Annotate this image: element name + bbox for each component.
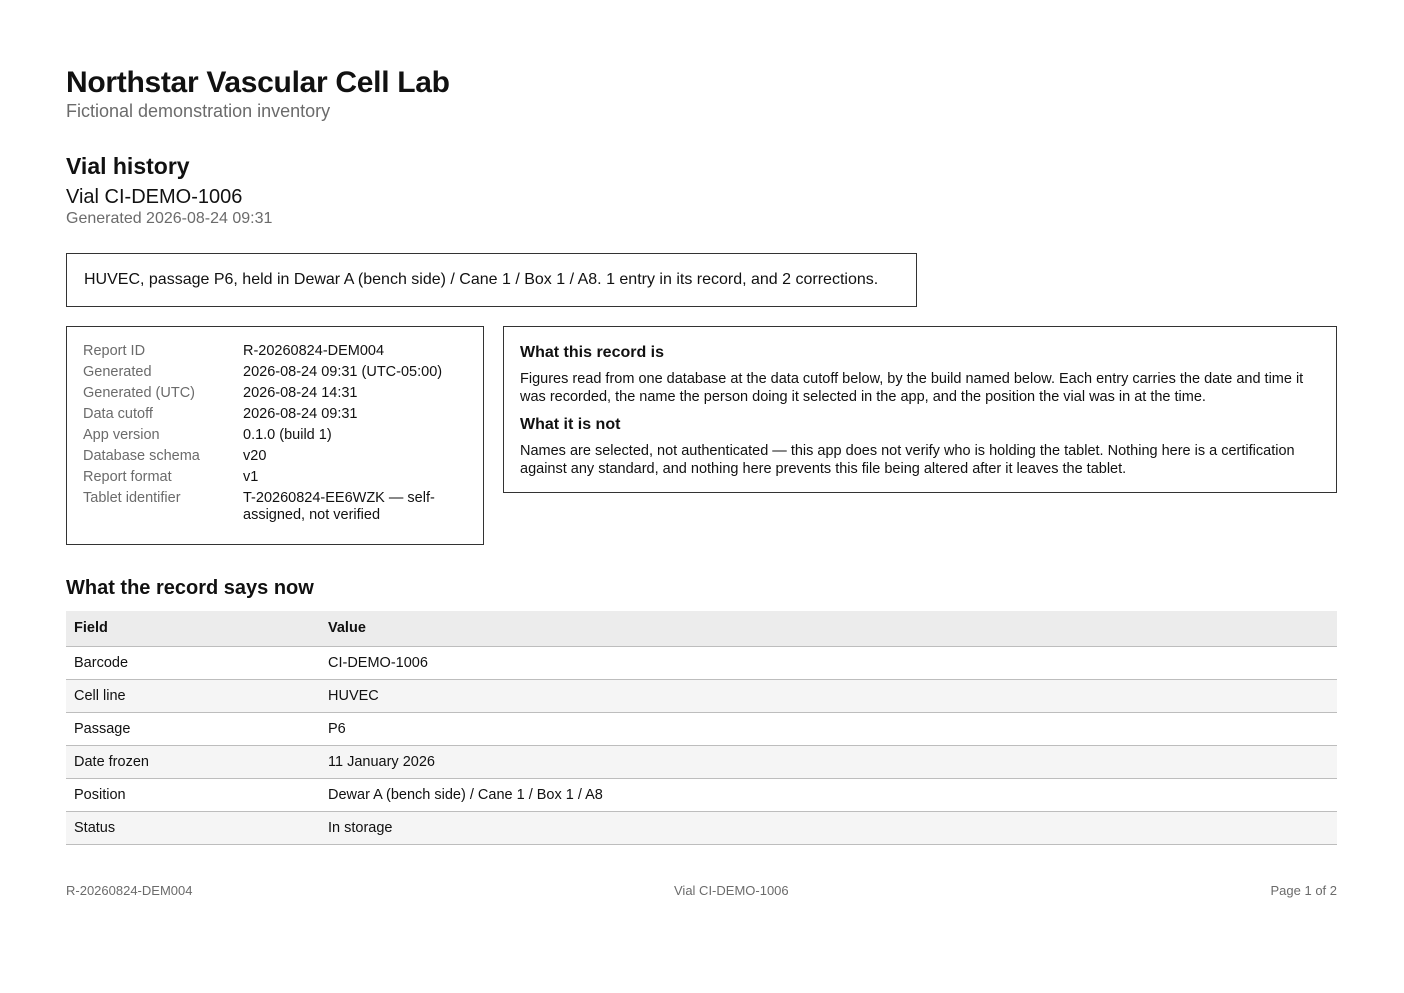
- lab-name: Northstar Vascular Cell Lab: [66, 66, 450, 99]
- meta-value: v20: [243, 448, 267, 464]
- generated-line: Generated 2026-08-24 09:31: [66, 210, 273, 227]
- meta-row-report-id: [83, 343, 467, 360]
- table-row: [66, 811, 1337, 844]
- field-cell: Status: [66, 811, 320, 844]
- meta-value: T-20260824-EE6WZK — self-assigned, not verified: [243, 490, 435, 523]
- footer-vial-label: Vial CI-DEMO-1006: [674, 883, 789, 898]
- summary-text: HUVEC, passage P6, held in Dewar A (bench side) / Cane 1 / Box 1 / A8. 1 entry in its record, and 2 corrections.: [84, 271, 879, 288]
- info-box: [503, 326, 1337, 493]
- info-heading-not: What it is not: [520, 416, 621, 433]
- meta-row-tablet-identifier: [83, 490, 467, 524]
- summary-box: [66, 253, 917, 307]
- vial-label: Vial CI-DEMO-1006: [66, 186, 243, 208]
- field-cell: Date frozen: [66, 745, 320, 778]
- meta-row-report-format: [83, 469, 467, 486]
- meta-key: Generated: [83, 364, 152, 380]
- record-table: [66, 611, 1337, 845]
- field-cell: Barcode: [66, 646, 320, 679]
- meta-row-generated: [83, 364, 467, 381]
- meta-value: 2026-08-24 09:31 (UTC-05:00): [243, 364, 443, 380]
- meta-value: 2026-08-24 14:31: [243, 385, 358, 401]
- value-cell: In storage: [320, 811, 1337, 844]
- footer-page-number: Page 1 of 2: [1270, 883, 1337, 898]
- table-row: [66, 745, 1337, 778]
- meta-key: App version: [83, 427, 160, 443]
- meta-row-data-cutoff: [83, 406, 467, 423]
- meta-key: Data cutoff: [83, 406, 153, 422]
- table-row: [66, 712, 1337, 745]
- value-cell: P6: [320, 712, 1337, 745]
- value-cell: HUVEC: [320, 679, 1337, 712]
- table-row: [66, 679, 1337, 712]
- value-cell: CI-DEMO-1006: [320, 646, 1337, 679]
- meta-value: 2026-08-24 09:31: [243, 406, 358, 422]
- table-row: [66, 778, 1337, 811]
- meta-row-database-schema: [83, 448, 467, 465]
- column-header-field: Field: [66, 611, 320, 646]
- meta-key: Tablet identifier: [83, 490, 181, 506]
- meta-key: Report format: [83, 469, 172, 485]
- table-row: [66, 646, 1337, 679]
- section-title: Vial history: [66, 153, 190, 179]
- metadata-box: [66, 326, 484, 545]
- info-text-not: Names are selected, not authenticated — this app does not verify who is holding the tablet. Nothing here is a certification against any standard, and nothing here prevents this file being altered after it leaves the tablet.: [520, 443, 1295, 477]
- value-cell: Dewar A (bench side) / Cane 1 / Box 1 / A8: [320, 778, 1337, 811]
- value-cell: 11 January 2026: [320, 745, 1337, 778]
- field-cell: Passage: [66, 712, 320, 745]
- meta-key: Report ID: [83, 343, 146, 359]
- meta-row-generated-utc: [83, 385, 467, 402]
- footer-report-id: R-20260824-DEM004: [66, 883, 193, 898]
- meta-key: Generated (UTC): [83, 385, 196, 401]
- meta-row-app-version: [83, 427, 467, 444]
- meta-value: R-20260824-DEM004: [243, 343, 385, 359]
- meta-value: v1: [243, 469, 259, 485]
- field-cell: Cell line: [66, 679, 320, 712]
- info-text-is: Figures read from one database at the data cutoff below, by the build named below. Each entry carries the date and time it was recorded, the name the person doing it selected in the app, and the position the vial was in at the time.: [520, 371, 1304, 405]
- lab-subtitle: Fictional demonstration inventory: [66, 101, 331, 121]
- meta-key: Database schema: [83, 448, 200, 464]
- info-heading-is: What this record is: [520, 344, 665, 361]
- column-header-value: Value: [320, 611, 1337, 646]
- table-header-row: [66, 611, 1337, 646]
- record-title: What the record says now: [66, 577, 314, 599]
- meta-value: 0.1.0 (build 1): [243, 427, 332, 443]
- field-cell: Position: [66, 778, 320, 811]
